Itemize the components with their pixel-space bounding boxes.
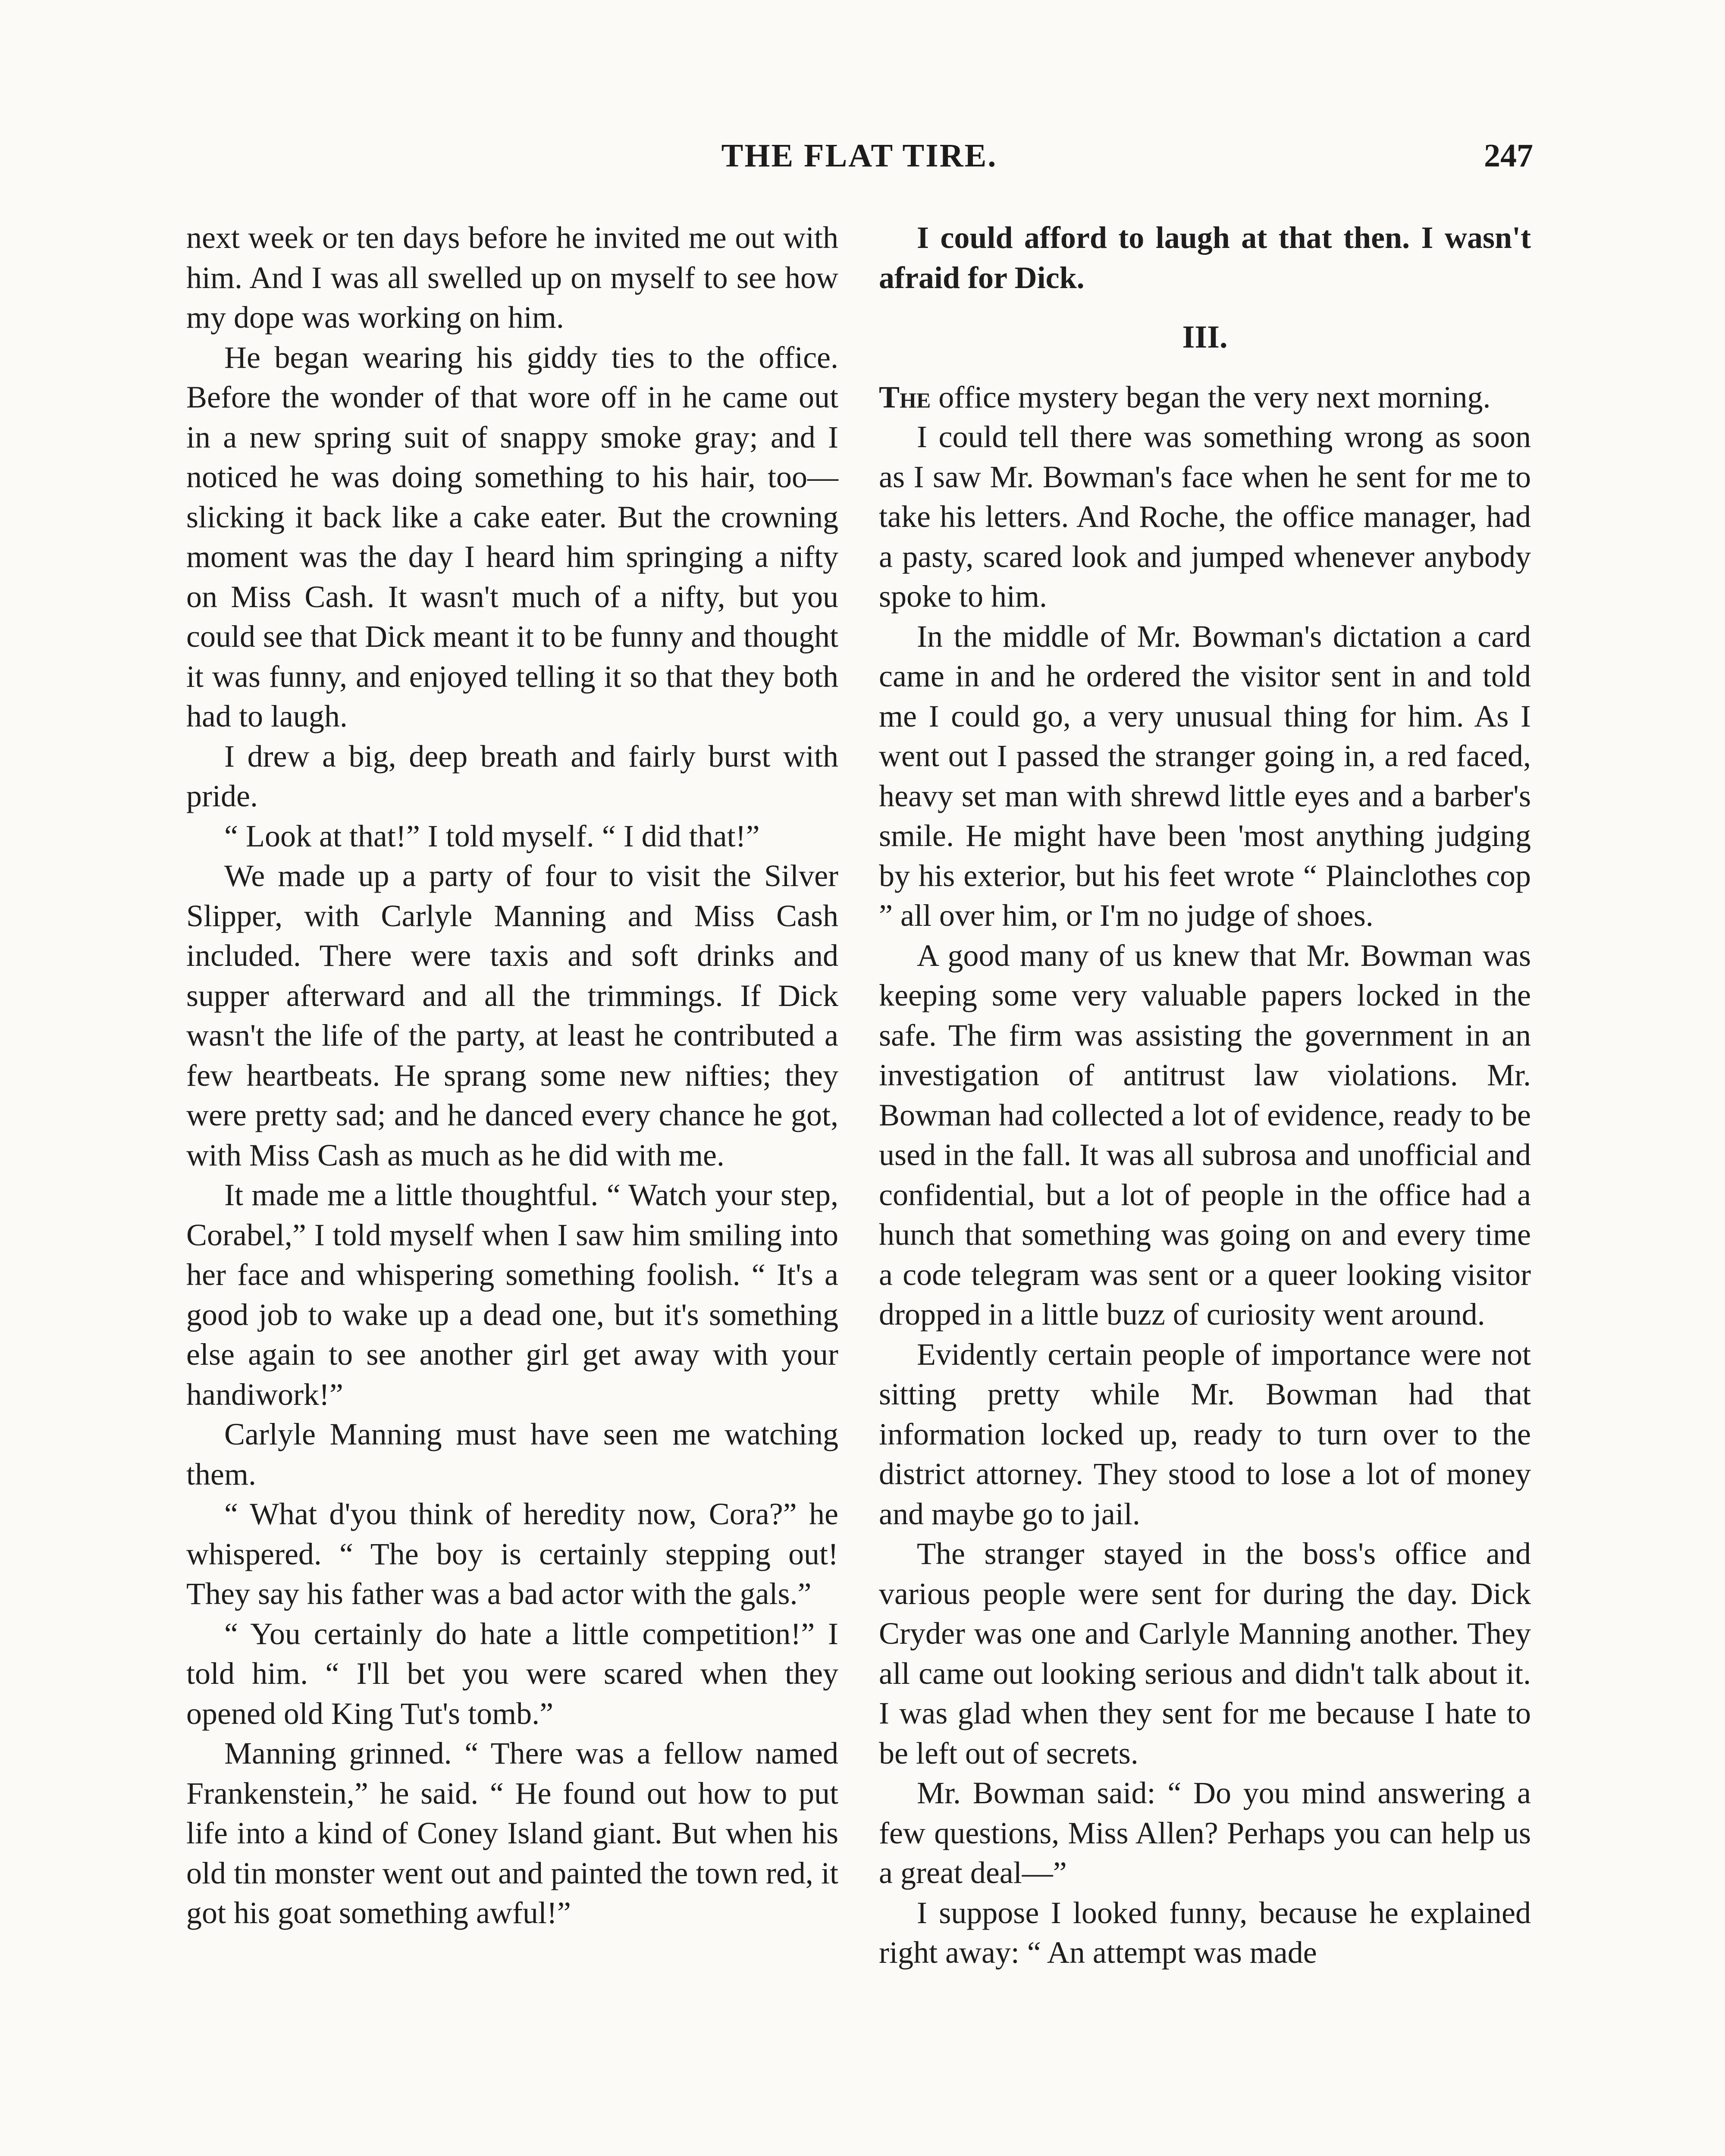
paragraph: “ What d'you think of heredity now, Cora?” he whispered. “ The boy is certainly stepping out! They say his father was a bad actor with the gals.”	[186, 1497, 838, 1611]
paragraph: “ Look at that!” I told myself. “ I did that!”	[224, 818, 760, 853]
section-number: III.	[1182, 320, 1228, 355]
paragraph: A good many of us knew that Mr. Bowman was keeping some very valuable papers locked in the safe. The firm was assisting the government in an investigation of antitrust law violations. Mr. Bowman had collected a lot of evidence, ready to be used in the fall. It was all subrosa and unofficial and confidential, but a lot of people in the office had a hunch that something was going on and every time a code telegram was sent or a queer looking visitor dropped in a little buzz of curiosity went around.	[879, 938, 1531, 1332]
paragraph: We made up a party of four to visit the Silver Slipper, with Carlyle Manning and Miss Cash included. There were taxis and soft drinks and supper afterward and all the trimmings. If Dick wasn't the life of the party, at least he contributed a few heartbeats. He sprang some new nifties; they were pretty sad; and he danced every chance he got, with Miss Cash as much as he did with me.	[186, 859, 838, 1172]
paragraph: Carlyle Manning must have seen me watching them.	[186, 1417, 838, 1492]
paragraph: Evidently certain people of importance were not sitting pretty while Mr. Bowman had that information locked up, ready to turn over to the district attorney. They stood to lose a lot of money and maybe go to jail.	[879, 1337, 1531, 1531]
paragraph: In the middle of Mr. Bowman's dictation a card came in and he ordered the visitor sent in and told me I could go, a very unusual thing for him. As I went out I passed the stranger going in, a red faced, heavy set man with shrewd little eyes and a barber's smile. He might have been 'most anything judging by his exterior, but his feet wrote “ Plainclothes cop ” all over him, or I'm no judge of shoes.	[879, 619, 1531, 933]
paragraph-text: office mystery began the very next morning.	[931, 379, 1491, 414]
paragraph: I suppose I looked funny, because he explained right away: “ An attempt was made	[879, 1895, 1531, 1970]
paragraph: I drew a big, deep breath and fairly burst with pride.	[186, 739, 838, 813]
opening-paragraph: I could afford to laugh at that then. I wasn't afraid for Dick.	[879, 220, 1531, 295]
paragraph: Manning grinned. “ There was a fellow named Frankenstein,” he said. “ He found out how to put life into a kind of Coney Island giant. But when his old tin monster went out and painted the town red, it got his goat something awful!”	[186, 1736, 838, 1930]
right-column	[879, 218, 1531, 1973]
paragraph: “ You certainly do hate a little competition!” I told him. “ I'll bet you were scared when they opened old King Tut's tomb.”	[186, 1616, 838, 1731]
paragraph: The stranger stayed in the boss's office and various people were sent for during the day. Dick Cryder was one and Carlyle Manning another. They all came out looking serious and didn't talk about it. I was glad when they sent for me because I hate to be left out of secrets.	[879, 1536, 1531, 1771]
running-head	[185, 137, 1533, 189]
running-title: THE FLAT TIRE.	[721, 138, 997, 174]
paragraph: I could tell there was something wrong as soon as I saw Mr. Bowman's face when he sent for me to take his letters. And Roche, the office manager, had a pasty, scared look and jumped whenever anybody spoke to him.	[879, 420, 1531, 614]
paragraph: next week or ten days before he invited me out with him. And I was all swelled up on myself to see how my dope was working on him.	[186, 220, 838, 335]
paragraph: Mr. Bowman said: “ Do you mind answering a few questions, Miss Allen? Perhaps you can help us a great deal—”	[879, 1776, 1531, 1890]
section-first-paragraph	[879, 377, 1531, 417]
paragraph: He began wearing his giddy ties to the office. Before the wonder of that wore off in he came out in a new spring suit of snappy smoke gray; and I noticed he was doing something to his hair, too—slicking it back like a cake eater. But the crowning moment was the day I heard him springing a nifty on Miss Cash. It wasn't much of a nifty, but you could see that Dick meant it to be funny and thought it was funny, and enjoyed telling it so that they both had to laugh.	[186, 340, 838, 733]
page-number: 247	[1484, 138, 1533, 174]
drop-word: The	[879, 379, 931, 414]
paragraph: It made me a little thoughtful. “ Watch your step, Corabel,” I told myself when I saw him smiling into her face and whispering something foolish. “ It's a good job to wake up a dead one, but it's something else again to see another girl get away with your handiwork!”	[186, 1178, 838, 1412]
left-column	[186, 218, 838, 1933]
